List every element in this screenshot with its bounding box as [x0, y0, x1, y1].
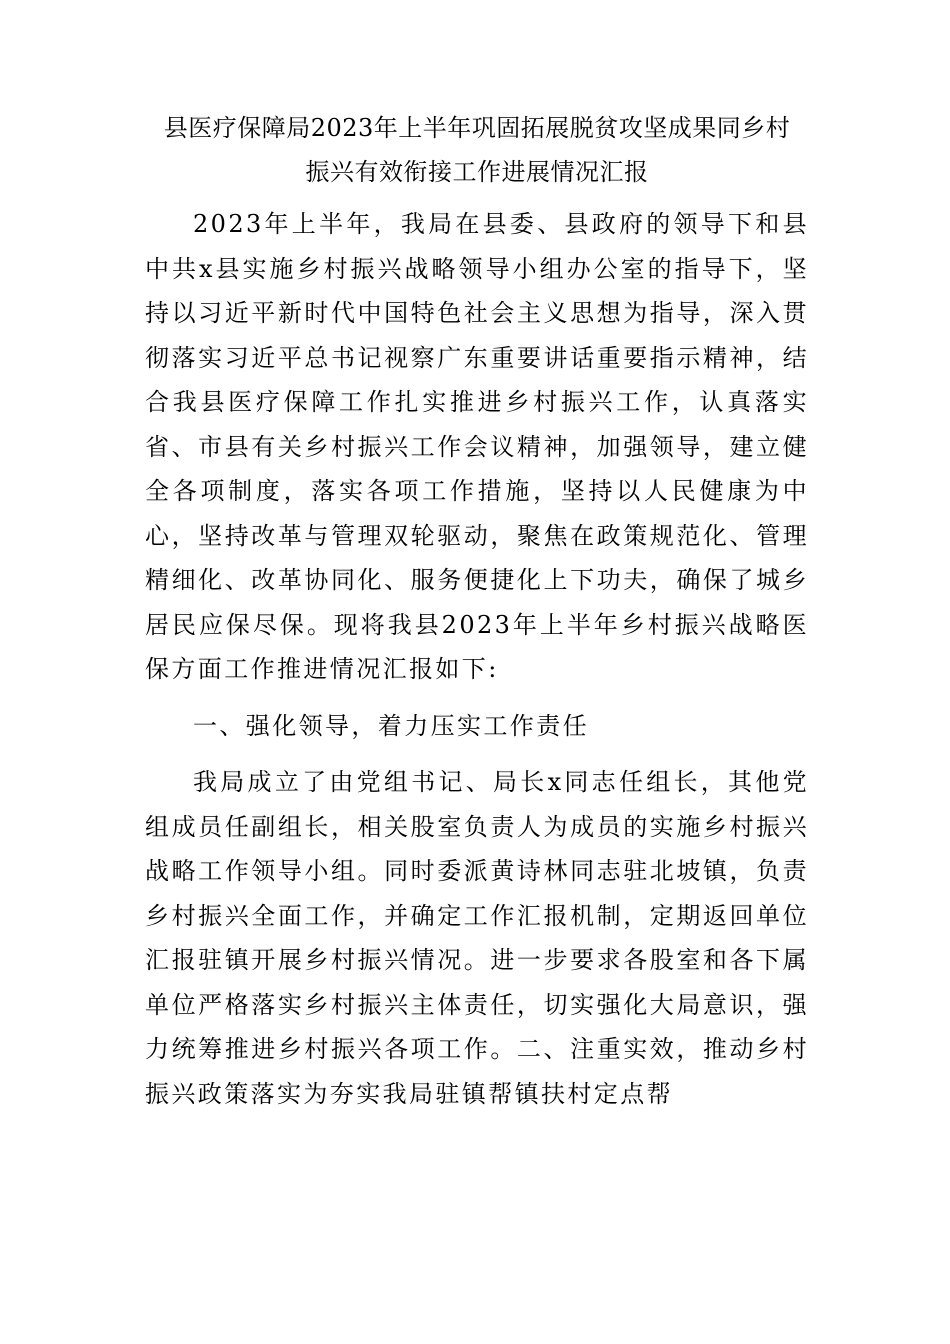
section-heading-1: 一、强化领导，着力压实工作责任	[193, 711, 589, 740]
spacer	[145, 748, 809, 760]
section-1-paragraph: 我局成立了由党组书记、局长x同志任组长，其他党组成员任副组长，相关股室负责人为成员的实施乡村振兴战略工作领导小组。同时委派黄诗林同志驻北坡镇，负责乡村振兴全面工作，并确定工作汇报机制，定期返回单位汇报驻镇开展乡村振兴情况。进一步要求各股室和各下属单位严格落实乡村振兴主体责任，切实强化大局意识，强力统筹推进乡村振兴各项工作。二、注重实效，推动乡村振兴政策落实为夯实我局驻镇帮镇扶村定点帮	[145, 768, 809, 1108]
spacer	[145, 692, 809, 704]
title-line-2: 振兴有效衔接工作进展情况汇报	[305, 158, 649, 186]
document-body	[145, 106, 809, 1116]
title-line-1: 县医疗保障局2023年上半年巩固拓展脱贫攻坚成果同乡村	[163, 114, 791, 142]
intro-paragraph: 2023年上半年，我局在县委、县政府的领导下和县中共x县实施乡村振兴战略领导小组办公室的指导下，坚持以习近平新时代中国特色社会主义思想为指导，深入贯彻落实习近平总书记视察广东重要讲话重要指示精神，结合我县医疗保障工作扎实推进乡村振兴工作，认真落实省、市县有关乡村振兴工作会议精神，加强领导，建立健全各项制度，落实各项工作措施，坚持以人民健康为中心，坚持改革与管理双轮驱动，聚焦在政策规范化、管理精细化、改革协同化、服务便捷化上下功夫，确保了城乡居民应保尽保。现将我县2023年上半年乡村振兴战略医保方面工作推进情况汇报如下:	[145, 210, 809, 683]
spacer	[145, 194, 809, 202]
document-title	[145, 106, 809, 194]
